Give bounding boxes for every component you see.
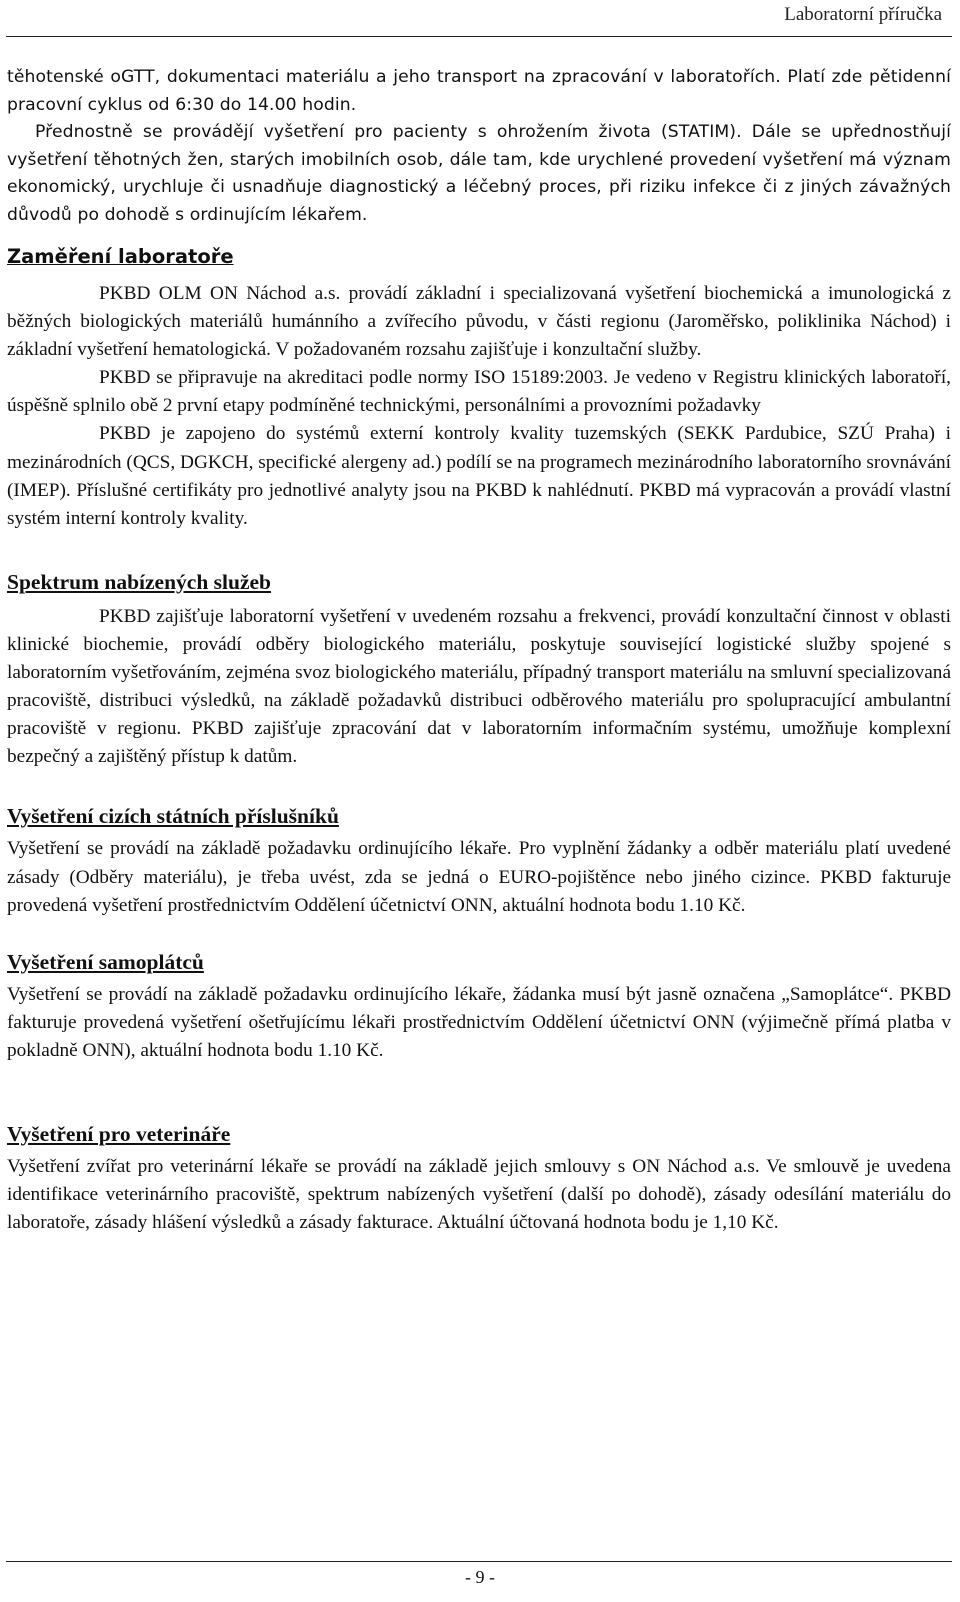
- section-heading-focus: Zaměření laboratoře: [7, 245, 234, 268]
- section-heading-selfpay: Vyšetření samoplátců: [7, 949, 204, 974]
- services-paragraph-1: PKBD zajišťuje laboratorní vyšetření v uvedeném rozsahu a frekvenci, provádí konzultační činnost v oblasti klinické biochemie, provádí odběry biologického materiálu, poskytuje související logistické služby spojené s laboratorním vyšetřováním, zejména svoz biologického materiálu, případný transport materiálu na smluvní specializovaná pracoviště, distribuci výsledků, na základě požadavků distribuci odběrového materiálu pro spolupracující ambulantní pracoviště v regionu. PKBD zajišťuje zpracování dat v laboratorním informačním systému, umožňuje komplexní bezpečný a zajištěný přístup k datům.: [7, 605, 951, 768]
- page-number: - 9 -: [465, 1567, 495, 1587]
- vet-paragraph-1: Vyšetření zvířat pro veterinární lékaře se provádí na základě jejich smlouvy s ON Náchod a.s. Ve smlouvě je uvedena identifikace veterinárního pracoviště, spektrum nabízených vyšetření (další po dohodě), zásady odesílání materiálu do laboratoře, zásady hlášení výsledků a zásady fakturace. Aktuální účtovaná hodnota bodu je 1,10 Kč.: [7, 1155, 951, 1234]
- section-heading-foreign: Vyšetření cizích státních příslušníků: [7, 804, 339, 829]
- focus-paragraph-2: PKBD se připravuje na akreditaci podle normy ISO 15189:2003. Je vedeno v Registru klinických laboratoří, úspěšně splnilo obě 2 první etapy podmíněné technickými, personálními a provozními požadavky: [7, 367, 951, 417]
- footer-rule: [6, 1561, 952, 1562]
- document-body: [7, 64, 951, 1237]
- section-heading-services: Spektrum nabízených služeb: [7, 569, 272, 594]
- intro-paragraph-2: Přednostně se provádějí vyšetření pro pacienty s ohrožením života (STATIM). Dále se upřednostňují vyšetření těhotných žen, starých imobilních osob, dále tam, kde urychlené provedení vyšetření má význam ekonomický, urychluje či usnadňuje diagnostický a léčebný proces, při riziku infekce či z jiných závažných důvodů po dohodě s ordinujícím lékařem.: [7, 122, 951, 225]
- focus-paragraph-1: PKBD OLM ON Náchod a.s. provádí základní i specializovaná vyšetření biochemická a imunologická z běžných biologických materiálů humánního a zvířecího původu, v části regionu (Jaroměřsko, poliklinika Náchod) i základní vyšetření hematologická. V požadovaném rozsahu zajišťuje i konzultační služby.: [7, 283, 951, 361]
- foreign-paragraph-1: Vyšetření se provádí na základě požadavku ordinujícího lékaře. Pro vyplnění žádanky a odběr materiálu platí uvedené zásady (Odběry materiálu), je třeba uvést, zda se jedná o EURO-pojištěnce nebo jiného cizince. PKBD fakturuje provedená vyšetření prostřednictvím Oddělení účetnictví ONN, aktuální hodnota bodu 1.10 Kč.: [7, 838, 951, 916]
- header-title: Laboratorní příručka: [784, 4, 942, 25]
- focus-paragraph-3: PKBD je zapojeno do systémů externí kontroly kvality tuzemských (SEKK Pardubice, SZÚ Praha) i mezinárodních (QCS, DGKCH, specifické alergeny ad.) podílí se na programech mezinárodního laboratorního srovnávání (IMEP). Příslušné certifikáty pro jednotlivé analyty jsou na PKBD k nahlédnutí. PKBD má vypracován a provádí vlastní systém interní kontroly kvality.: [7, 423, 951, 529]
- section-heading-vet: Vyšetření pro veterináře: [7, 1121, 231, 1146]
- selfpay-paragraph-1: Vyšetření se provádí na základě požadavku ordinujícího lékaře, žádanka musí být jasně označena „Samoplátce“. PKBD fakturuje provedená vyšetření ošetřujícímu lékaři prostřednictvím Oddělení účetnictví ONN (výjimečně přímá platba v pokladně ONN), aktuální hodnota bodu 1.10 Kč.: [7, 983, 951, 1061]
- intro-paragraph-1: těhotenské oGTT, dokumentaci materiálu a jeho transport na zpracování v laboratořích. Platí zde pětidenní pracovní cyklus od 6:30 do 14.00 hodin.: [7, 67, 951, 115]
- header-rule: [6, 36, 952, 37]
